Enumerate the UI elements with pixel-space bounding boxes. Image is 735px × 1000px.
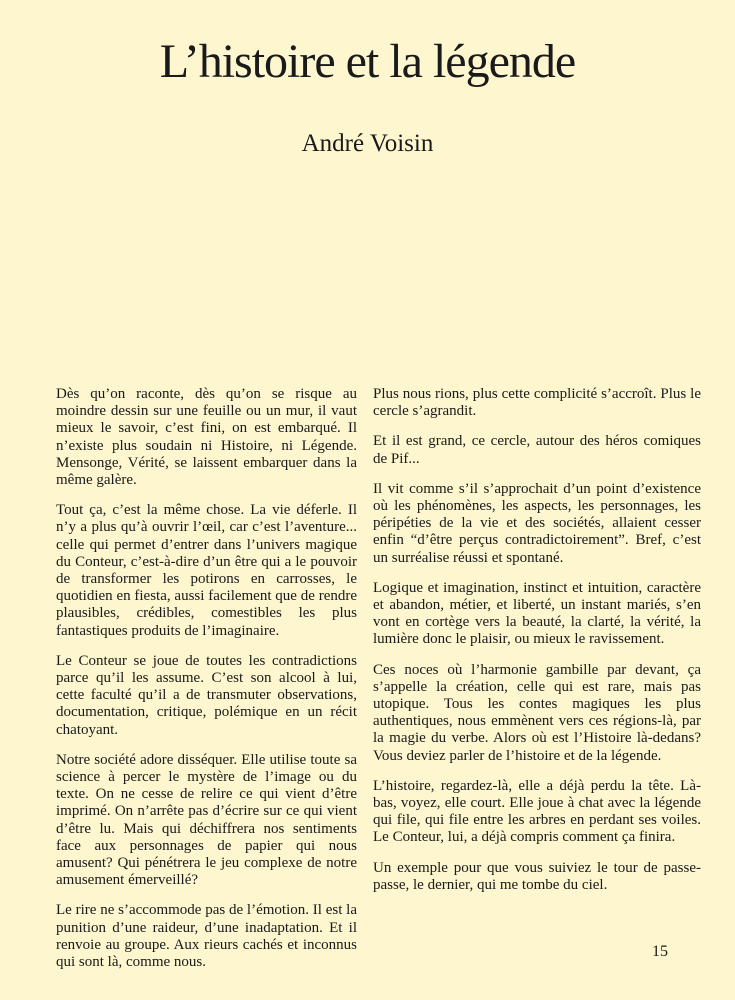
right-column (373, 386, 701, 907)
paragraph: Ces noces où l’harmonie gambille par devant, ça s’appelle la création, celle qui est rare, mais pas utopique. Tous les contes magiques les plus authentiques, nous emmènent vers ces régions-là, par la magie du verbe. Alors où est l’Histoire là-dedans? Vous deviez parler de l’histoire et de la légende. (373, 661, 701, 764)
paragraph: Dès qu’on raconte, dès qu’on se risque au moindre dessin sur une feuille ou un mur, il vaut mieux le savoir, c’est fini, on est embarqué. Il n’existe plus soudain ni Histoire, ni Légende. Mensonge, Vérité, se laissent embarquer dans la même galère. (56, 386, 357, 489)
paragraph: Un exemple pour que vous suiviez le tour de passe-passe, le dernier, qui me tombe du ciel. (373, 859, 701, 893)
paragraph: Notre société adore disséquer. Elle utilise toute sa science à percer le mystère de l’image ou du texte. On ne cesse de relire ce qui vient d’être imprimé. On n’arrête pas d’écrire sur ce qui vient d’être lu. Mais qui déchiffrera nos sentiments face aux personnages de papier qui nous amusent? Qui pénétrera le jeu complexe de notre amusement émerveillé? (56, 751, 357, 889)
paragraph: Logique et imagination, instinct et intuition, caractère et abandon, métier, et liberté, un instant mariés, s’en vont en cortège vers la beauté, la clarté, la vérité, la lumière donc le plaisir, ou mieux le ravissement. (373, 579, 701, 648)
paragraph: Il vit comme s’il s’approchait d’un point d’existence où les phénomènes, les aspects, les personnages, les péripéties de la vie et des sociétés, allaient cesser enfin “d’être perçus contradictoirement”. Bref, c’est un surréalise réussi et spontané. (373, 480, 701, 566)
article-title: L’histoire et la légende (159, 35, 576, 88)
page-number: 15 (652, 943, 668, 960)
author-name: André Voisin (301, 130, 434, 157)
paragraph: Et il est grand, ce cercle, autour des héros comiques de Pif... (373, 433, 701, 467)
paragraph: Le Conteur se joue de toutes les contradictions parce qu’il les assume. C’est son alcool à lui, cette faculté qu’il a de transmuter observations, documentation, critique, polémique en un récit chatoyant. (56, 652, 357, 738)
paragraph: L’histoire, regardez-là, elle a déjà perdu la tête. Là-bas, voyez, elle court. Elle joue à chat avec la légende qui file, qui file entre les arbres en perdant ses voiles. Le Conteur, lui, a déjà compris comment ça finira. (373, 777, 701, 846)
paragraph: Le rire ne s’accommode pas de l’émotion. Il est la punition d’une raideur, d’une inadaptation. Et il renvoie au groupe. Aux rieurs cachés et inconnus qui sont là, comme nous. (56, 902, 357, 971)
paragraph: Tout ça, c’est la même chose. La vie déferle. Il n’y a plus qu’à ouvrir l’œil, car c’est l’aventure... celle qui permet d’entrer dans l’univers magique du Conteur, c’est-à-dire d’un être qui a le pouvoir de transformer les potirons en carrosses, le quotidien en fiesta, aussi facilement que de rendre plausibles, crédibles, comestibles les plus fantastiques produits de l’imaginaire. (56, 502, 357, 639)
paragraph: Plus nous rions, plus cette complicité s’accroît. Plus le cercle s’agrandit. (373, 386, 701, 420)
left-column (56, 386, 357, 984)
